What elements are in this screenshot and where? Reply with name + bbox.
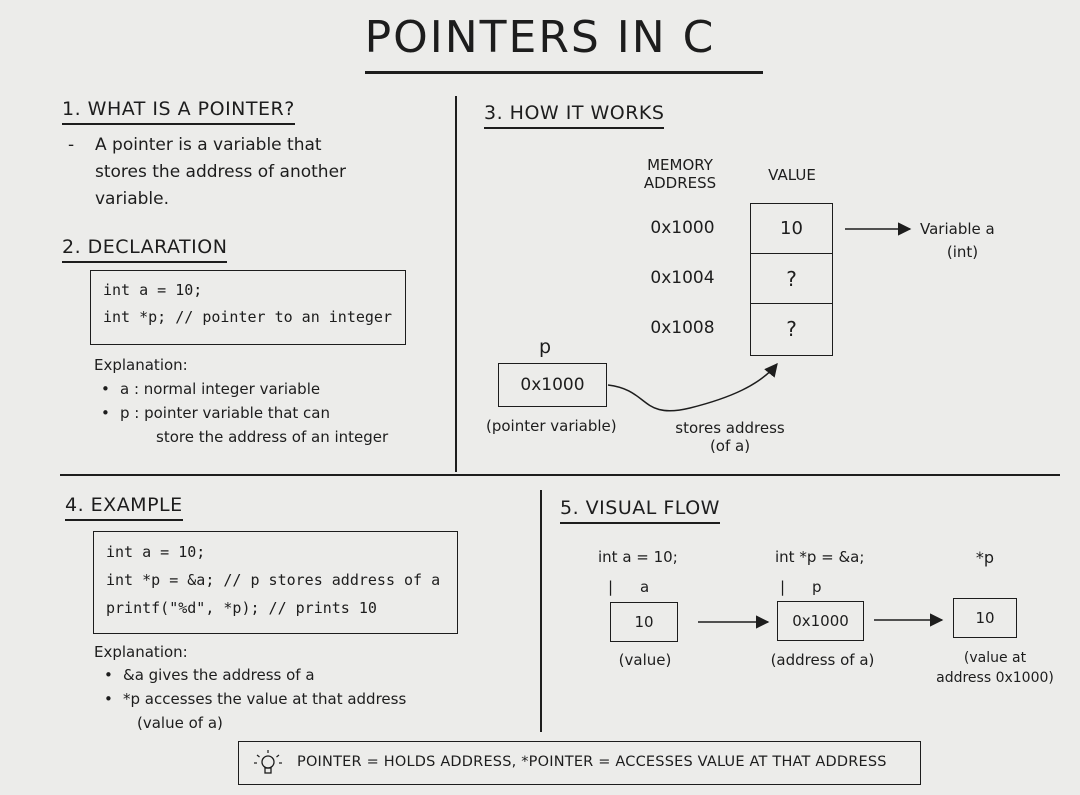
variable-a-label: Variable a (920, 220, 995, 238)
section-1-heading: 1. WHAT IS A POINTER? (62, 98, 295, 120)
summary-box (238, 741, 921, 785)
section-1-dash: - (68, 135, 75, 155)
explanation-bullet-continuation: store the address of an integer (156, 428, 389, 446)
flow-var-label: a (640, 578, 650, 596)
definition-line: A pointer is a variable that (95, 135, 322, 155)
lightbulb-icon (253, 749, 283, 779)
section-2-heading: 2. DECLARATION (62, 236, 227, 258)
value-header: VALUE (768, 166, 816, 184)
flow-var-label: p (812, 578, 822, 596)
memory-address: 0x1000 (650, 218, 715, 238)
flow-code: int a = 10; (598, 548, 678, 566)
bullet-icon: • (104, 666, 113, 684)
explanation-bullet: &a gives the address of a (123, 666, 315, 684)
arrow-pointer-to-memory (608, 364, 777, 411)
code-line: int a = 10; (106, 543, 206, 561)
flow-code: int *p = &a; (775, 548, 865, 566)
explanation-bullet-continuation: (value of a) (137, 714, 223, 732)
explanation-label: Explanation: (94, 356, 188, 374)
memory-address-header: MEMORY ADDRESS (643, 156, 717, 192)
flow-box-address: 0x1000 (777, 601, 864, 641)
memory-address: 0x1004 (650, 268, 715, 288)
definition-line: stores the address of another (95, 162, 347, 182)
flow-box-dereferenced: 10 (953, 598, 1017, 638)
example-code-box (93, 531, 458, 634)
bullet-icon: • (101, 404, 110, 422)
flow-tick: | (780, 578, 786, 596)
flow-caption: (address of a) (770, 651, 875, 669)
summary-text: POINTER = HOLDS ADDRESS, *POINTER = ACCESSES VALUE AT THAT ADDRESS (297, 754, 887, 770)
section-4-heading: 4. EXAMPLE (65, 494, 183, 516)
code-line: printf("%d", *p); // prints 10 (106, 599, 377, 617)
definition-line: variable. (95, 189, 169, 209)
explanation-bullet: a : normal integer variable (120, 380, 321, 398)
flow-box-value: 10 (610, 602, 678, 642)
code-line: int a = 10; (103, 281, 203, 299)
memory-cell: 10 (751, 204, 832, 254)
explanation-bullet: *p accesses the value at that address (123, 690, 407, 708)
code-line: int *p = &a; // p stores address of a (106, 571, 441, 589)
explanation-label: Explanation: (94, 643, 188, 661)
flow-caption: (value) (618, 651, 672, 669)
code-line: int *p; // pointer to an integer (103, 308, 392, 326)
pointer-p-box: 0x1000 (498, 363, 607, 407)
stores-address-caption: stores address (of a) (675, 419, 785, 455)
bullet-icon: • (101, 380, 110, 398)
flow-code: *p (975, 548, 995, 567)
pointer-p-label: p (538, 336, 552, 358)
page-title: POINTERS IN C (364, 12, 716, 63)
memory-address: 0x1008 (650, 318, 715, 338)
section-5-heading: 5. VISUAL FLOW (560, 497, 720, 519)
memory-cell: ? (786, 317, 797, 341)
pointer-variable-caption: (pointer variable) (486, 417, 617, 435)
flow-tick: | (608, 578, 614, 596)
variable-a-type: (int) (946, 243, 979, 261)
explanation-bullet: p : pointer variable that can (120, 404, 330, 422)
flow-caption: (value at address 0x1000) (936, 650, 1054, 686)
memory-cell: ? (751, 254, 832, 304)
section-3-heading: 3. HOW IT WORKS (484, 102, 664, 124)
bullet-icon: • (104, 690, 113, 708)
